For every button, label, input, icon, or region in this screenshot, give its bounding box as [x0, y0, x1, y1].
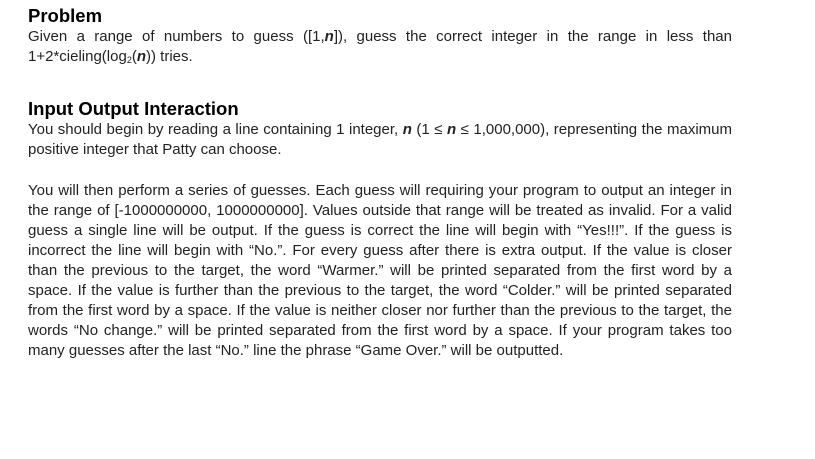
io-paragraph-2: You will then perform a series of guesses. Each guess will requiring your program to output an integer in the range of [-1000000000, 1000000000]. Values outside that range will be treated as invalid. For a valid guess a single line will be output. If the guess is correct the line will begin with “Yes!!!”. If the guess is incorrect the line will begin with “No.”. For every guess after there is extra output. If the value is closer than the previous to the target, the word “Warmer.” will be printed separated from the first word by a space. If the value is further than the previous to the target, the word “Colder.” will be printed separated from the first word by a space. If the value is neither closer nor further than the previous to the target, the words “No change.” will be printed separated from the first word by a space. If your program takes too many guesses after the last “No.” line the phrase “Game Over.” will be outputted. — [28, 182, 732, 359]
problem-section — [28, 5, 732, 67]
io-heading: Input Output Interaction — [28, 98, 239, 119]
problem-n-var: n — [324, 28, 334, 45]
io-n-var-2: n — [446, 121, 457, 138]
io-n-var: n — [402, 121, 412, 138]
problem-text-c: ( — [131, 48, 137, 65]
log-base: 2 — [126, 55, 132, 65]
problem-text-b: ]), guess the correct integer in the range in less than 1+2*cieling(log — [28, 28, 732, 65]
problem-text-a: Given a range of numbers to guess ([1, — [28, 28, 325, 45]
problem-n-var-2: n — [136, 48, 147, 65]
problem-text-d: )) tries. — [146, 48, 193, 65]
problem-statement — [28, 27, 732, 67]
io-paragraph-1 — [28, 120, 732, 160]
io-section — [28, 98, 732, 361]
io-p1-text-a: You should begin by reading a line containing 1 integer, — [28, 121, 403, 138]
io-p1-text-b: (1 ≤ — [411, 121, 447, 138]
io-p1-text-c: ≤ 1,000,000), representing the maximum positive integer that Patty can choose. — [28, 121, 732, 158]
problem-heading: Problem — [28, 5, 103, 26]
